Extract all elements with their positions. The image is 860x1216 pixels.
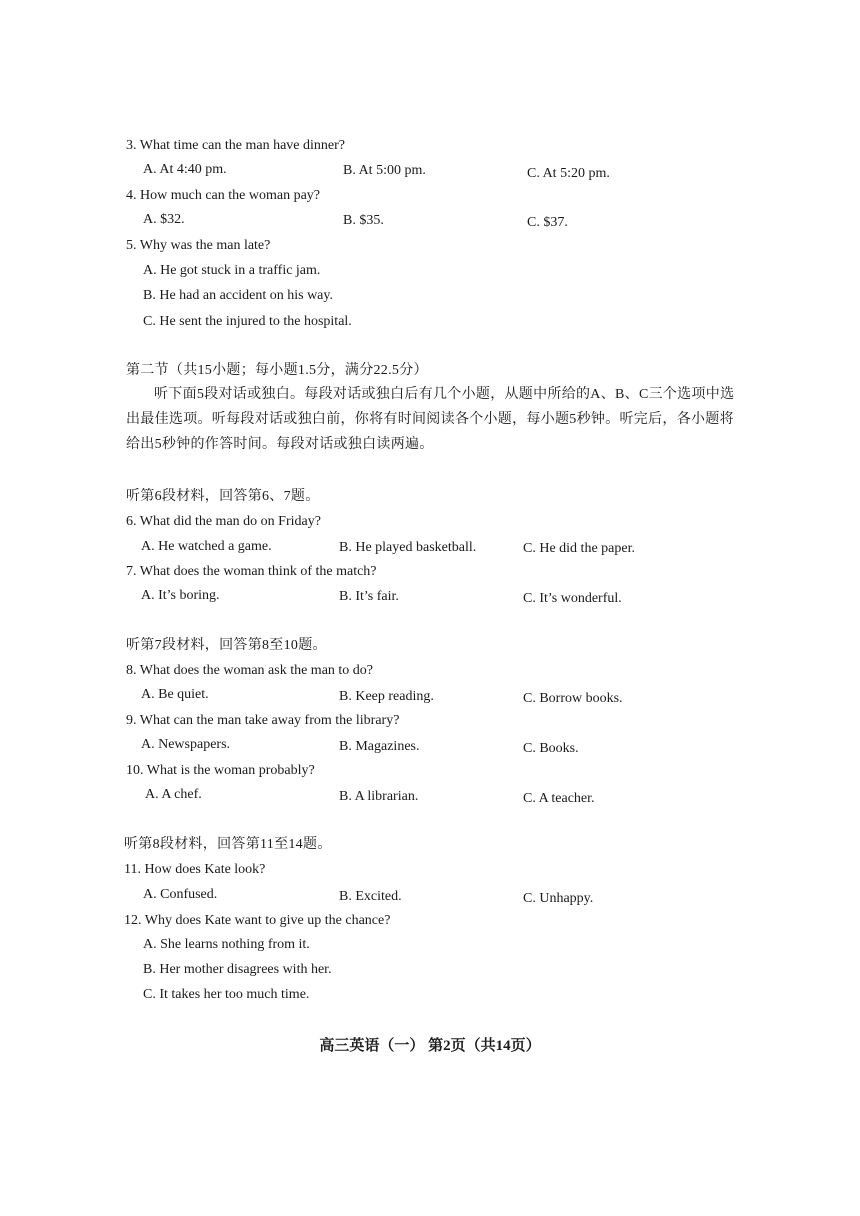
question-11: 11. How does Kate look? <box>124 862 266 877</box>
q7-option-c: C. It’s wonderful. <box>523 591 622 606</box>
q11-option-b: B. Excited. <box>339 889 402 904</box>
q10-option-a: A. A chef. <box>145 787 202 802</box>
material-8-heading: 听第8段材料，回答第11至14题。 <box>124 837 332 852</box>
q3-option-c: C. At 5:20 pm. <box>527 166 610 181</box>
q7-option-b: B. It’s fair. <box>339 589 399 604</box>
q8-option-c: C. Borrow books. <box>523 691 623 706</box>
q4-option-c: C. $37. <box>527 215 568 230</box>
q10-option-c: C. A teacher. <box>523 791 595 806</box>
q3-option-a: A. At 4:40 pm. <box>143 162 227 177</box>
q9-option-a: A. Newspapers. <box>141 737 231 752</box>
q9-option-c: C. Books. <box>523 741 579 756</box>
q10-option-b: B. A librarian. <box>339 789 419 804</box>
q8-option-b: B. Keep reading. <box>339 689 434 704</box>
question-5: 5. Why was the man late? <box>126 238 271 253</box>
question-4: 4. How much can the woman pay? <box>126 188 320 203</box>
section-2-instructions: 听下面5段对话或独白。每段对话或独白后有几个小题，从题中所给的A、B、C三个选项中选出最佳选项。听每段对话或独白前，你将有时间阅读各个小题，每小题5秒钟。听完后，各小题将给出5秒钟的作答时间。每段对话或独白读两遍。 <box>126 387 735 452</box>
material-6-heading: 听第6段材料，回答第6、7题。 <box>126 489 320 504</box>
q3-option-b: B. At 5:00 pm. <box>343 163 426 178</box>
q5-option-b: B. He had an accident on his way. <box>143 288 333 303</box>
q9-option-b: B. Magazines. <box>339 739 420 754</box>
section-2-heading: 第二节（共15小题；每小题1.5分，满分22.5分） <box>126 363 428 378</box>
question-10: 10. What is the woman probably? <box>126 763 315 778</box>
question-6: 6. What did the man do on Friday? <box>126 514 321 529</box>
q11-option-c: C. Unhappy. <box>523 891 594 906</box>
q7-option-a: A. It’s boring. <box>141 588 220 603</box>
q6-option-c: C. He did the paper. <box>523 541 635 556</box>
page-footer: 高三英语（一） 第2页（共14页） <box>319 1038 541 1054</box>
q5-option-c: C. He sent the injured to the hospital. <box>143 314 352 329</box>
q4-option-b: B. $35. <box>343 213 384 228</box>
q12-option-b: B. Her mother disagrees with her. <box>143 962 332 977</box>
material-7-heading: 听第7段材料，回答第8至10题。 <box>126 638 327 653</box>
question-7: 7. What does the woman think of the match? <box>126 564 377 579</box>
q6-option-b: B. He played basketball. <box>339 540 477 555</box>
q12-option-a: A. She learns nothing from it. <box>143 937 310 952</box>
question-12: 12. Why does Kate want to give up the chance? <box>124 913 391 928</box>
question-3: 3. What time can the man have dinner? <box>126 138 345 153</box>
question-8: 8. What does the woman ask the man to do? <box>126 663 374 678</box>
q12-option-c: C. It takes her too much time. <box>143 987 310 1002</box>
q4-option-a: A. $32. <box>143 212 185 227</box>
question-9: 9. What can the man take away from the library? <box>126 713 400 728</box>
q8-option-a: A. Be quiet. <box>141 687 209 702</box>
q5-option-a: A. He got stuck in a traffic jam. <box>143 263 321 278</box>
q11-option-a: A. Confused. <box>143 887 218 902</box>
q6-option-a: A. He watched a game. <box>141 539 272 554</box>
